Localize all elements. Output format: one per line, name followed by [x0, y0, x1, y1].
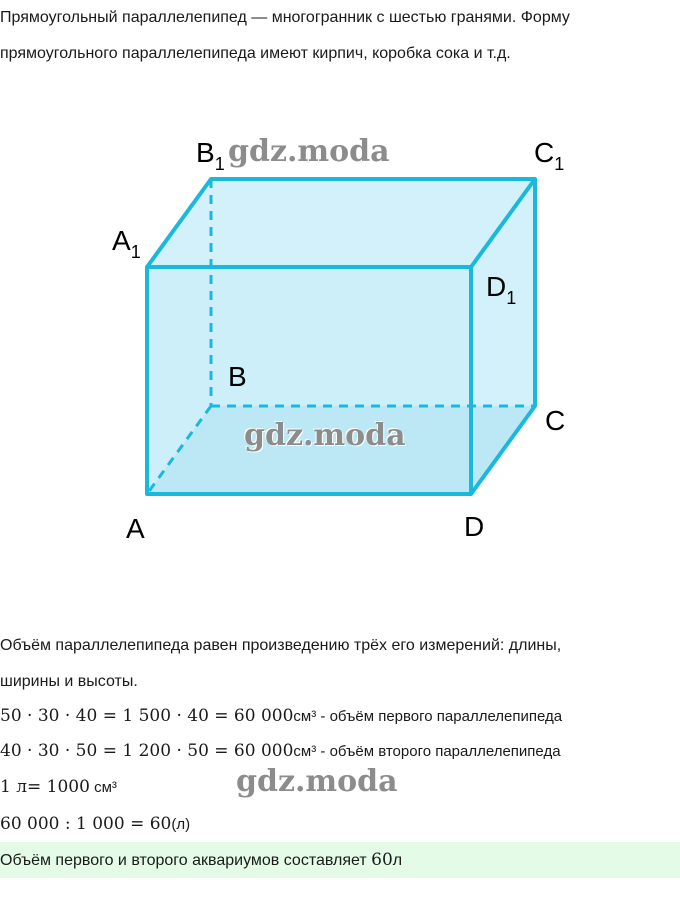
watermark-bottom: gdz.moda: [236, 764, 398, 799]
eq3-math: 1 л= 1000: [0, 777, 90, 797]
label-d1: $D_1$: [486, 271, 517, 308]
equation-result: [0, 814, 190, 835]
intro-line-1: Прямоугольный параллелепипед — многогранник с шестью гранями. Форму: [0, 9, 570, 26]
eq1-math: 50 · 30 · 40 = 1 500 · 40 = 60 000: [0, 706, 294, 726]
label-b1: $B_1$: [196, 137, 225, 174]
label-c: C: [545, 405, 566, 436]
answer-text: Объём первого и второго аквариумов составляет: [0, 852, 372, 869]
intro-line-2: прямоугольного параллелепипеда имеют кирпич, коробка сока и т.д.: [0, 45, 511, 62]
answer-value: 60: [371, 850, 393, 870]
equation-litre-conversion: [0, 777, 117, 798]
top-face: [147, 179, 535, 267]
equation-first-volume: [0, 706, 562, 727]
eq2-unit: см³: [293, 743, 317, 760]
volume-rule-line-2: ширины и высоты.: [0, 673, 138, 690]
label-c1: $C_1$: [534, 137, 565, 174]
volume-rule-line-1: Объём параллелепипеда равен произведению трёх его измерений: длины,: [0, 637, 562, 654]
eq2-math: 40 · 30 · 50 = 1 200 · 50 = 60 000: [0, 741, 294, 761]
eq4-math: 60 000 : 1 000 = 60: [0, 814, 172, 834]
label-a: A: [126, 513, 145, 544]
eq2-desc: - объём второго параллелепипеда: [316, 743, 561, 760]
answer-line: [0, 850, 402, 871]
label-b: B: [228, 361, 247, 392]
answer-box: [0, 842, 680, 878]
label-d: D: [464, 511, 485, 542]
answer-unit: л: [392, 852, 403, 869]
watermark-middle: gdz.moda: [244, 418, 406, 453]
equation-second-volume: [0, 741, 561, 762]
eq1-unit: см³: [293, 708, 317, 725]
label-a1: $A_1$: [112, 225, 141, 262]
eq4-unit: (л): [171, 816, 191, 833]
eq3-unit: см³: [89, 779, 117, 796]
watermark-top: gdz.moda: [228, 134, 390, 169]
eq1-desc: - объём первого параллелепипеда: [316, 708, 563, 725]
